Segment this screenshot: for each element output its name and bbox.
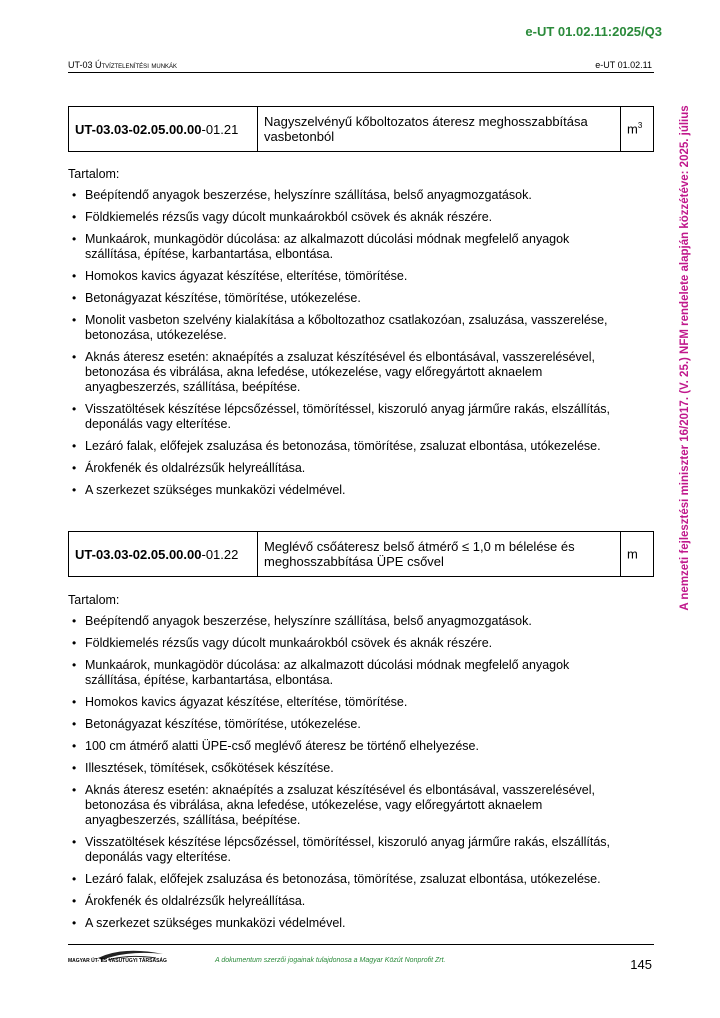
item-code-suffix: -01.21 [201, 121, 239, 137]
bullet-icon: • [72, 614, 77, 628]
list-item [68, 894, 658, 909]
item-code [69, 532, 258, 577]
document-code: e-UT 01.02.11:2025/Q3 [525, 24, 662, 39]
unit-value: m [627, 546, 638, 562]
item-code-main: UT-03.03-02.05.00.00 [75, 546, 202, 562]
unit-superscript: 3 [637, 121, 643, 131]
bullet-icon: • [72, 916, 77, 930]
item-title-line: vasbetonból [264, 129, 335, 144]
list-item-line: szállítása, építése, karbantartása, elbontása. [85, 247, 334, 261]
list-item-line: A szerkezet szükséges munkaközi védelmével. [85, 916, 346, 930]
list-item-line: Beépítendő anyagok beszerzése, helyszínre szállítása, belső anyagmozgatások. [85, 188, 532, 202]
bullet-icon: • [72, 269, 77, 283]
section-header [68, 60, 177, 70]
list-item [68, 783, 658, 828]
list-item [68, 350, 658, 395]
list-item [68, 695, 658, 710]
item-code-suffix: -01.22 [201, 546, 239, 562]
bullet-icon: • [72, 232, 77, 246]
list-item [68, 835, 658, 865]
list-item-line: Betonágyazat készítése, tömörítése, utókezelése. [85, 717, 361, 731]
list-item-line: Munkaárok, munkagödör dúcolása: az alkalmazott dúcolási módnak megfelelő anyagok [85, 658, 570, 672]
list-item-line: Beépítendő anyagok beszerzése, helyszínre szállítása, belső anyagmozgatások. [85, 614, 532, 628]
content-list [68, 188, 658, 498]
list-item-line: Illesztések, tömítések, csőkötések készítése. [85, 761, 334, 775]
list-item [68, 614, 658, 629]
list-item [68, 872, 658, 887]
copyright-note: A dokumentum szerzői jogainak tulajdonosa a Magyar Közút Nonprofit Zrt. [215, 957, 446, 964]
list-item [68, 439, 658, 454]
content-label: Tartalom: [68, 593, 120, 607]
list-item [68, 461, 658, 476]
item-title [258, 532, 621, 577]
bullet-icon: • [72, 313, 77, 327]
list-item-line: Homokos kavics ágyazat készítése, elterítése, tömörítése. [85, 695, 408, 709]
bullet-icon: • [72, 658, 77, 672]
list-item-line: szállítása, építése, karbantartása, elbontása. [85, 673, 334, 687]
list-item-line: Földkiemelés rézsűs vagy dúcolt munkaárokból csövek és aknák részére. [85, 636, 493, 650]
item-content [68, 593, 658, 938]
bullet-icon: • [72, 461, 77, 475]
footer-divider [68, 944, 654, 945]
list-item-line: betonozása, utókezelése. [85, 328, 227, 342]
item-content [68, 167, 658, 505]
list-item-line: A szerkezet szükséges munkaközi védelmével. [85, 483, 346, 497]
list-item [68, 188, 658, 203]
list-item [68, 739, 658, 754]
bullet-icon: • [72, 739, 77, 753]
bullet-icon: • [72, 188, 77, 202]
list-item-line: Betonágyazat készítése, tömörítése, utókezelése. [85, 291, 361, 305]
section-title: Útvíztelenítési munkák [95, 60, 178, 70]
bullet-icon: • [72, 872, 77, 886]
list-item-line: Munkaárok, munkagödör dúcolása: az alkalmazott dúcolási módnak megfelelő anyagok [85, 232, 570, 246]
list-item-line: betonozása és vibrálása, akna lefedése, utókezelése, vagy előregyártott aknaelem [85, 798, 543, 812]
list-item [68, 658, 658, 688]
item-unit [621, 532, 654, 577]
unit-value: m [627, 121, 638, 137]
item-header-table [68, 531, 654, 577]
content-list [68, 614, 658, 931]
list-item-line: anyagbeszerzés, szállítása, beépítése. [85, 813, 301, 827]
bullet-icon: • [72, 695, 77, 709]
list-item [68, 232, 658, 262]
list-item [68, 291, 658, 306]
bullet-icon: • [72, 483, 77, 497]
item-code-main: UT-03.03-02.05.00.00 [75, 121, 202, 137]
bullet-icon: • [72, 291, 77, 305]
list-item [68, 483, 658, 498]
bullet-icon: • [72, 210, 77, 224]
list-item-line: deponálás vagy elterítése. [85, 850, 231, 864]
bullet-icon: • [72, 402, 77, 416]
publication-note: A nemzeti fejlesztési miniszter 16/2017. (V. 25.) NFM rendelete alapján közzétéve: 2025. július [679, 105, 691, 611]
item-header-table [68, 106, 654, 152]
item-title [258, 107, 621, 152]
page-number: 145 [630, 957, 652, 972]
list-item-line: 100 cm átmérő alatti ÜPE-cső meglévő áteresz be történő elhelyezése. [85, 739, 479, 753]
list-item-line: anyagbeszerzés, szállítása, beépítése. [85, 380, 301, 394]
list-item-line: Visszatöltések készítése lépcsőzéssel, tömörítéssel, kiszoruló anyag járműre rakás, elszállítás, [85, 402, 610, 416]
item-title-line: meghosszabbítása ÜPE csővel [264, 554, 444, 569]
list-item-line: Lezáró falak, előfejek zsaluzása és betonozása, tömörítése, zsaluzat elbontása, utókezelése. [85, 872, 601, 886]
list-item-line: betonozása és vibrálása, akna lefedése, utókezelése, vagy előregyártott aknaelem [85, 365, 543, 379]
list-item [68, 402, 658, 432]
list-item [68, 313, 658, 343]
bullet-icon: • [72, 636, 77, 650]
list-item [68, 761, 658, 776]
list-item-line: Aknás áteresz esetén: aknaépítés a zsaluzat készítésével és elbontásával, vasszerelésével, [85, 783, 596, 797]
company-logo-text: MAGYAR ÚT- ÉS VASÚTÜGYI TÁRSASÁG [68, 958, 167, 964]
bullet-icon: • [72, 894, 77, 908]
list-item-line: Visszatöltések készítése lépcsőzéssel, tömörítéssel, kiszoruló anyag járműre rakás, elszállítás, [85, 835, 610, 849]
list-item-line: Lezáró falak, előfejek zsaluzása és betonozása, tömörítése, zsaluzat elbontása, utókezelése. [85, 439, 601, 453]
item-title-line: Meglévő csőáteresz belső átmérő ≤ 1,0 m bélelése és [264, 539, 575, 554]
list-item [68, 636, 658, 651]
list-item-line: Árokfenék és oldalrézsűk helyreállítása. [85, 894, 306, 908]
content-label: Tartalom: [68, 167, 120, 181]
bullet-icon: • [72, 761, 77, 775]
list-item [68, 269, 658, 284]
list-item [68, 717, 658, 732]
header-divider [68, 72, 654, 73]
bullet-icon: • [72, 350, 77, 364]
list-item [68, 210, 658, 225]
item-code [69, 107, 258, 152]
list-item-line: Földkiemelés rézsűs vagy dúcolt munkaárokból csövek és aknák részére. [85, 210, 493, 224]
item-unit [621, 107, 654, 152]
list-item-line: Monolit vasbeton szelvény kialakítása a kőboltozathoz csatlakozóan, zsaluzása, vasszerelése, [85, 313, 608, 327]
list-item-line: Árokfenék és oldalrézsűk helyreállítása. [85, 461, 306, 475]
standard-reference: e-UT 01.02.11 [595, 60, 652, 70]
list-item-line: Aknás áteresz esetén: aknaépítés a zsaluzat készítésével és elbontásával, vasszerelésével, [85, 350, 596, 364]
list-item-line: Homokos kavics ágyazat készítése, elterítése, tömörítése. [85, 269, 408, 283]
bullet-icon: • [72, 835, 77, 849]
list-item [68, 916, 658, 931]
publication-sidebar [674, 78, 696, 638]
bullet-icon: • [72, 439, 77, 453]
section-prefix: UT-03 [68, 60, 96, 70]
bullet-icon: • [72, 783, 77, 797]
item-title-line: Nagyszelvényű kőboltozatos áteresz meghosszabbítása [264, 114, 588, 129]
bullet-icon: • [72, 717, 77, 731]
list-item-line: deponálás vagy elterítése. [85, 417, 231, 431]
